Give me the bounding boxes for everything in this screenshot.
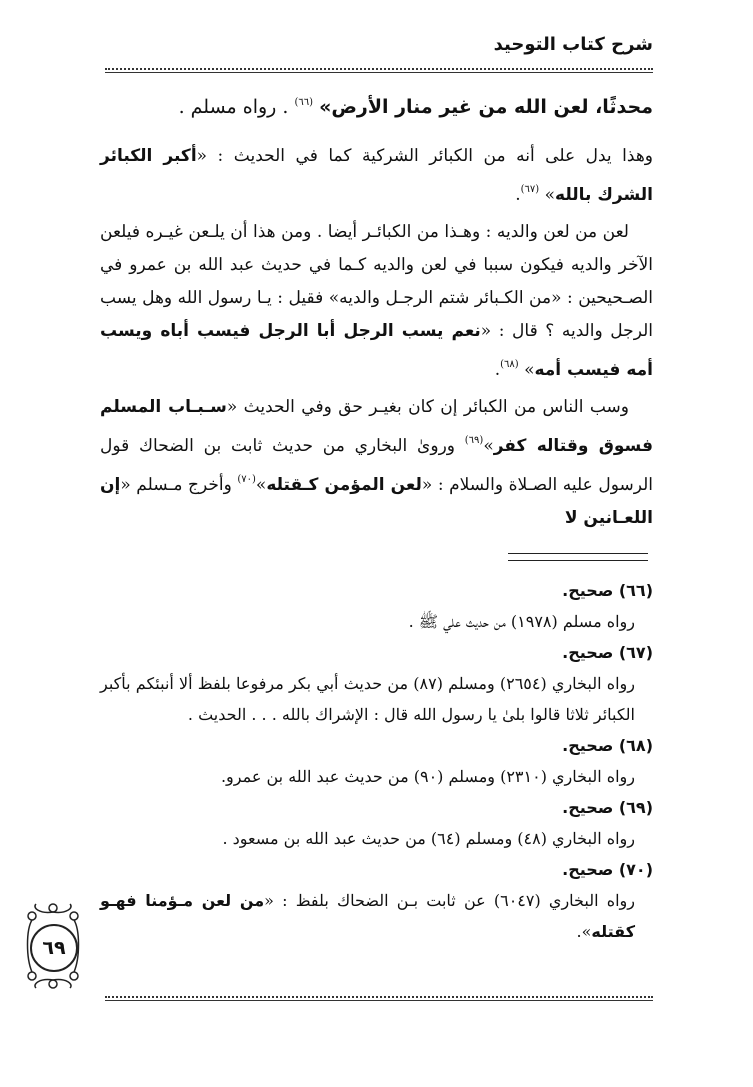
footnote-text: رواه البخاري (٢٦٥٤) ومسلم (٨٧) من حديث أبي بكر مرفوعا بلفظ ألا أنبئكم بأكبر الكبائر ثلاثا قالوا بلىٰ يا رسول الله قال : الإشراك بالله . . . الحديث .: [100, 674, 635, 724]
hadith-quote: إن اللعـانين لا: [100, 475, 653, 528]
footnote-70: [100, 854, 653, 947]
footnote-text: رواه مسلم (١٩٧٨) من حديث علي ﷺ .: [408, 612, 635, 631]
text-span: وسب الناس من الكبائر إن كان بغيـر حق وفي الحديث «: [226, 397, 629, 417]
footnote-ref-70[interactable]: (٧٠): [237, 474, 256, 485]
text-span: وأخرج مـسلم «: [120, 475, 238, 495]
paragraph-4: [100, 391, 653, 535]
footnote-66: [100, 575, 653, 637]
text-span: »: [544, 185, 556, 205]
footnote-number: (٦٦) صحيح.: [562, 581, 653, 600]
hadith-quote: محدثًا، لعن الله من غير منار الأرض»: [319, 96, 653, 118]
page-number: ٦٩: [30, 924, 78, 972]
hadith-quote: لعن المؤمن كـقتله: [266, 475, 422, 495]
footnote-ref-67[interactable]: (٦٧): [520, 184, 540, 195]
footer-rule-dotted: [105, 996, 653, 998]
text-span: .: [494, 360, 501, 380]
hadith-quote: نعم يسب الرجل أبا الرجل فيسب أباه ويسب أمه فيسب أمه: [100, 321, 653, 380]
text-span: »: [483, 436, 494, 456]
hadith-quote: أكبر الكبائر الشرك بالله: [100, 146, 653, 205]
running-title: شرح كتاب التوحيد: [493, 34, 653, 55]
text-span: ».: [576, 922, 592, 941]
footnote-ref-66[interactable]: (٦٦): [294, 97, 314, 108]
header-rule-dotted: [105, 68, 653, 70]
footnote-text: [100, 885, 635, 947]
source-text: . رواه مسلم .: [178, 96, 289, 118]
footnote-ref-69[interactable]: (٦٩): [464, 435, 484, 446]
footnote-number: (٦٧) صحيح.: [562, 643, 653, 662]
footnote-ref-68[interactable]: (٦٨): [500, 359, 519, 370]
text-span: وروىٰ البخاري من حديث ثابت بن الضحاك قول الرسول عليه الصـلاة والسلام : «: [100, 436, 654, 495]
footnotes: [100, 575, 653, 947]
footnote-number: (٦٩) صحيح.: [562, 798, 653, 817]
footnote-text: رواه البخاري (٤٨) ومسلم (٦٤) من حديث عبد الله بن مسعود .: [222, 829, 635, 848]
footer-rule: [105, 1000, 653, 1001]
hadith-quote: من لعن مـؤمنا فهـو كقتله: [100, 891, 635, 941]
page-number-ornament: [22, 902, 84, 990]
footnote-number: (٧٠) صحيح.: [562, 860, 653, 879]
text-span: رواه البخاري (٦٠٤٧) عن ثابت بـن الضحاك بلفظ : «: [264, 891, 635, 910]
text-span: »: [255, 475, 267, 495]
main-text: [100, 86, 653, 539]
text-span: وهذا يدل على أنه من الكبائر الشركية كما في الحديث : «: [196, 146, 653, 166]
text-span: .: [515, 185, 521, 205]
footnote-number: (٦٨) صحيح.: [562, 736, 653, 755]
paragraph-2: [100, 140, 653, 212]
footnote-68: [100, 730, 653, 792]
page-header: [105, 30, 653, 70]
footnote-separator: [508, 553, 648, 561]
footnote-text: رواه البخاري (٢٣١٠) ومسلم (٩٠) من حديث عبد الله بن عمرو.: [220, 767, 635, 786]
text-span: لعن من لعن والديه : وهـذا من الكبائـر أيضا . ومن هذا أن يلـعن غيـره فيلعن الآخر والديه فيكون سببا في لعن والديه كـما في حديث عبد الله بن عمرو في الصـحيحين : «من الكـبائر شتم الرجـل والديه» فقيل : يـا رسول الله وهل يسب الرجل والديه ؟ قال : «: [100, 222, 653, 341]
paragraph-3: [100, 216, 653, 387]
text-span: »: [524, 360, 535, 380]
header-rule: [105, 72, 653, 73]
footnote-67: [100, 637, 653, 730]
paragraph-1: [100, 86, 653, 124]
footnote-69: [100, 792, 653, 854]
hadith-quote: سـبـاب المسلم فسوق وقتاله كفر: [100, 397, 653, 456]
